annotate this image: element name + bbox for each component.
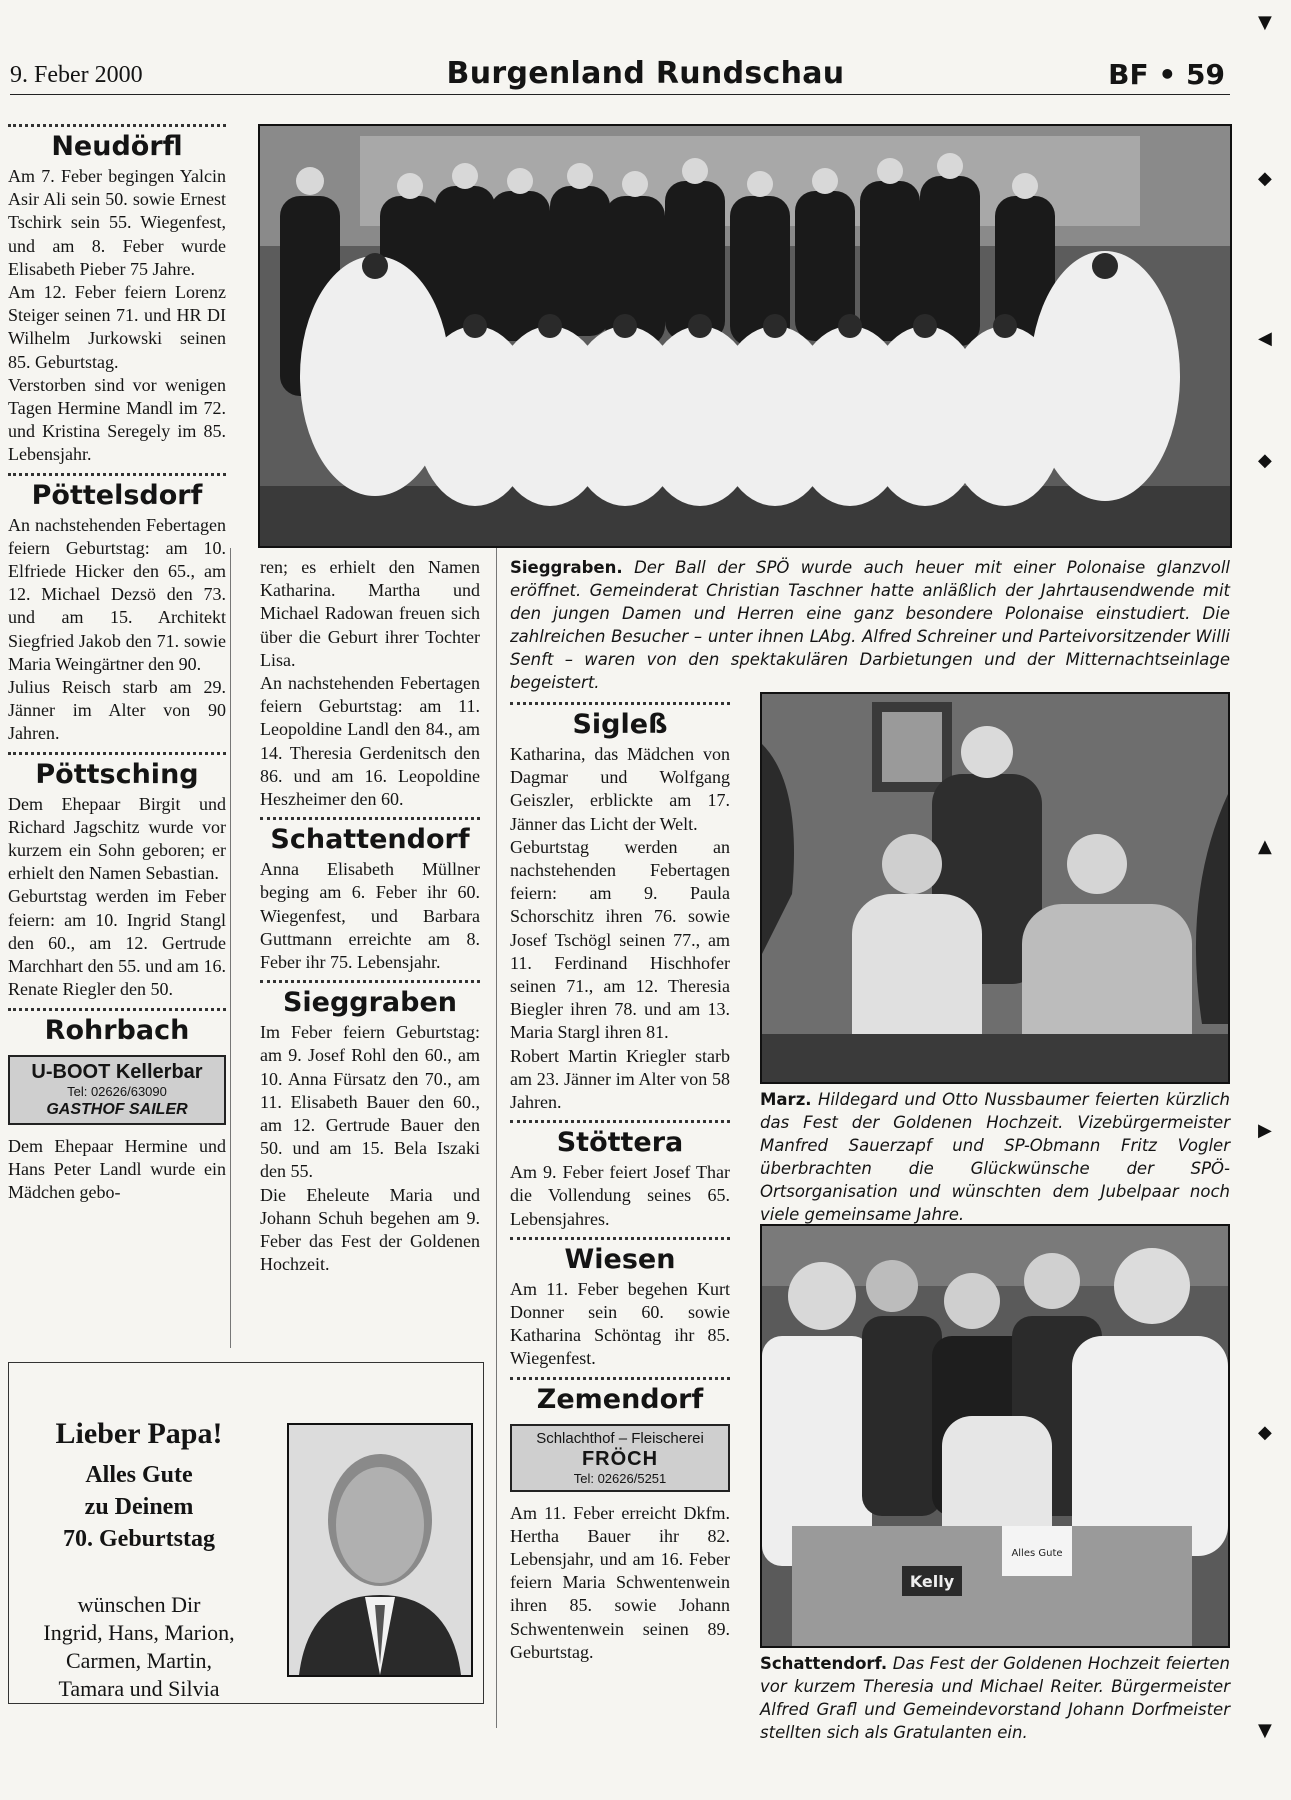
heading-wiesen: Wiesen: [564, 1243, 676, 1275]
ad-froech: [510, 1424, 730, 1492]
text-sieggraben: Im Feber feiern Geburtstag: am 9. Josef Rohl den 60., am 10. Anna Fürsatz den 70., am 11. Elisabeth Bauer den 60., am 12. Gertrude Bauer den 50. und am 15. Bela Iszaki den 55.: [260, 1022, 480, 1182]
text-schattendorf: Anna Elisabeth Müllner beging am 6. Feber ihr 60. Wiegenfest, und Barbara Guttmann erreichte am 8. Feber ihr 75. Lebensjahr.: [260, 859, 480, 973]
greeting-wishes: [9, 1459, 269, 1555]
scan-mark-icon: ◆: [1258, 450, 1272, 471]
greeting-senders-line-4: Tamara und Silvia: [58, 1676, 220, 1701]
dotted-divider: [8, 473, 226, 476]
caption-ball: [510, 556, 1230, 694]
text-sigless: Katharina, das Mädchen von Dagmar und Wolfgang Geiszler, erblickte am 17. Jänner das Licht der Welt.: [510, 744, 730, 834]
heading-schattendorf: Schattendorf: [270, 824, 470, 856]
text-sieggraben-2: Die Eheleute Maria und Johann Schuh begehen am 9. Feber das Fest der Goldenen Hochzeit.: [260, 1184, 480, 1275]
greeting-senders: [9, 1591, 269, 1703]
greeting-wishes-line-2: zu Deinem: [84, 1494, 194, 1520]
dotted-divider: [8, 1008, 226, 1011]
greeting-wishes-line-3: 70. Geburtstag: [63, 1526, 215, 1552]
dotted-divider: [510, 1120, 730, 1123]
scan-mark-icon: ▶: [1258, 1120, 1272, 1141]
caption-schattendorf: [760, 1652, 1230, 1744]
dotted-divider: [260, 817, 480, 820]
column-rule: [230, 548, 231, 1348]
text-zemendorf: Am 11. Feber erreicht Dkfm. Hertha Bauer ihr 82. Lebensjahr, und am 16. Feber feiern Maria Schwentenwein ihren 85. sowie Johann Schwentenwein seinen 89. Geburtstag.: [510, 1502, 730, 1662]
ad-froech-name: FRÖCH: [581, 1447, 659, 1470]
caption-marz: [760, 1088, 1230, 1226]
text-poettelsdorf: An nachstehenden Febertagen feiern Geburtstag: am 10. Elfriede Hicker den 65., am 12. Michael Dezsö den 73. und am 15. Architekt Siegfried Jakob den 71. sowie Maria Weingärtner den 90.: [8, 514, 226, 674]
scan-mark-icon: ▼: [1258, 1720, 1272, 1741]
ad-kellerbar-name: U-BOOT Kellerbar: [31, 1060, 203, 1083]
text-sigless-2: Geburtstag werden an nachstehenden Febertagen feiern: am 9. Paula Schorschitz ihren 76. sowie Josef Tschögl seinen 77., am 11. Ferdinand Hischhofer seinen 71., am 12. Theresia Biegler ihren 78. und am 13. Maria Stargl ihren 81.: [510, 836, 730, 1043]
caption-schattendorf-text: Das Fest der Goldenen Hochzeit feierten vor kurzem Theresia und Michael Reiter. Bürgermeister Alfred Grafl und Gemeindevorstand Johann Dorfmeister stellten sich als Gratulanten ein.: [760, 1654, 1231, 1742]
photo-sieggraben-ball: [258, 124, 1232, 548]
dotted-divider: [8, 752, 226, 755]
greeting-senders-line-2: Ingrid, Hans, Marion,: [43, 1620, 235, 1645]
heading-neudoerfl: Neudörfl: [51, 131, 183, 162]
ad-kellerbar-gasthof: GASTHOF SAILER: [46, 1100, 188, 1118]
scan-mark-icon: ◆: [1258, 1422, 1272, 1443]
birthday-greeting-box: [8, 1362, 484, 1704]
photo-marz-golden-wedding: [760, 692, 1230, 1084]
heading-zemendorf: Zemendorf: [536, 1383, 704, 1415]
ad-kellerbar-phone: Tel: 02626/63090: [67, 1083, 167, 1099]
greeting-senders-line-3: Carmen, Martin,: [65, 1648, 213, 1673]
caption-marz-text: Hildegard und Otto Nussbaumer feierten kürzlich das Fest der Goldenen Hochzeit. Vizebürgermeister Manfred Sauerzapf und SP-Obmann Fritz Vogler überbrachten die Glückwünsche der SPÖ-Ortsorganisation und wünschten dem Jubelpaar noch viele gemeinsame Jahre.: [760, 1090, 1230, 1224]
dotted-divider: [510, 1377, 730, 1380]
caption-schattendorf-place: Schattendorf.: [760, 1654, 888, 1673]
text-neudoerfl-2: Am 12. Feber feiern Lorenz Steiger seinen 71. und HR DI Wilhelm Jurkowski seinen 85. Geburtstag.: [8, 282, 226, 372]
issue-date: 9. Feber 2000: [10, 62, 143, 88]
caption-ball-text: Der Ball der SPÖ wurde auch heuer mit einer Polonaise glanzvoll eröffnet. Gemeinderat Christian Taschner hatte anläßlich der Jahrtausendwende mit den jungen Damen und Herren eine ganz besondere Polonaise einstudiert. Die zahlreichen Besucher – unter ihnen LAbg. Alfred Schreiner und Parteivorsitzender Willi Senft – waren von den spektakulären Darbietungen und der Mitternachtseinlage begeistert.: [510, 558, 1230, 692]
marz-photo-illustration: [762, 694, 1228, 1082]
page-number: BF • 59: [1108, 58, 1225, 91]
photo-schattendorf-golden-wedding: [760, 1224, 1230, 1648]
column-2: [260, 556, 480, 1276]
text-poettsching-continued: ren; es erhielt den Namen Katharina. Martha und Michael Radowan freuen sich über die Geburt ihrer Tochter Lisa.: [260, 557, 480, 670]
portrait-photo: [287, 1423, 473, 1677]
heading-rohrbach: Rohrbach: [44, 1014, 190, 1046]
scan-mark-icon: ▼: [1258, 12, 1272, 33]
heading-sieggraben: Sieggraben: [282, 987, 458, 1019]
text-poettsching-birthdays: An nachstehenden Febertagen feiern Geburtstag: am 11. Leopoldine Landl den 84., am 14. Theresia Gerdenitsch den 86. und am 16. Leopoldine Heszheimer den 60.: [260, 673, 480, 810]
scan-mark-icon: ◆: [1258, 168, 1272, 189]
heading-poettelsdorf: Pöttelsdorf: [31, 479, 203, 511]
schattendorf-photo-illustration: [762, 1226, 1228, 1646]
text-rohrbach: Dem Ehepaar Hermine und Hans Peter Landl wurde ein Mädchen gebo-: [8, 1135, 226, 1202]
heading-poettsching: Pöttsching: [35, 758, 199, 790]
basket-card-text: Alles Gute: [1011, 1548, 1063, 1559]
portrait-illustration: [289, 1425, 471, 1675]
greeting-headline: Lieber Papa!: [55, 1417, 223, 1450]
dotted-divider: [8, 124, 226, 127]
text-sigless-3: Robert Martin Kriegler starb am 23. Jänner im Alter von 58 Jahren.: [510, 1045, 730, 1113]
ad-froech-type: Schlachthof – Fleischerei: [536, 1429, 704, 1447]
ball-photo-illustration: [260, 126, 1230, 546]
dotted-divider: [510, 1237, 730, 1240]
text-stoettera: Am 9. Feber feiert Josef Thar die Vollendung seines 65. Lebensjahres.: [510, 1162, 730, 1229]
column-3: [510, 696, 730, 1664]
text-wiesen: Am 11. Feber begehen Kurt Donner sein 60. sowie Katharina Schöntag ihr 85. Wiegenfest.: [510, 1278, 730, 1369]
dotted-divider: [510, 702, 730, 705]
dotted-divider: [260, 980, 480, 983]
text-neudoerfl: Am 7. Feber begingen Yalcin Asir Ali sein 50. sowie Ernest Tschirk sein 55. Wiegenfest, und am 8. Feber wurde Elisabeth Pieber 75 Jahre.: [8, 166, 226, 279]
text-poettsching-2: Geburtstag werden im Feber feiern: am 10. Ingrid Stangl den 60., am 12. Gertrude Marchhart den 55. und am 16. Renate Riegler den 50.: [8, 886, 226, 1000]
text-poettsching: Dem Ehepaar Birgit und Richard Jagschitz wurde vor kurzem ein Sohn geboren; er erhielt den Namen Sebastian.: [8, 793, 226, 884]
caption-ball-place: Sieggraben.: [510, 558, 623, 577]
basket-label-text: Kelly: [909, 1572, 955, 1591]
heading-sigless: Sigleß: [572, 709, 668, 740]
caption-marz-place: Marz.: [760, 1090, 812, 1109]
greeting-senders-line-1: wünschen Dir: [77, 1592, 201, 1617]
newspaper-title: Burgenland Rundschau: [446, 56, 845, 91]
header-rule: [10, 94, 1230, 95]
text-poettelsdorf-2: Julius Reisch starb am 29. Jänner im Alter von 90 Jahren.: [8, 677, 226, 744]
text-neudoerfl-3: Verstorben sind vor wenigen Tagen Hermine Mandl im 72. und Kristina Seregely im 85. Lebensjahr.: [8, 374, 226, 465]
heading-stoettera: Stöttera: [556, 1127, 684, 1159]
column-1: [8, 118, 226, 1204]
ad-froech-phone: Tel: 02626/5251: [573, 1470, 667, 1486]
ad-kellerbar: [8, 1055, 226, 1125]
scan-mark-icon: ▲: [1258, 836, 1272, 857]
column-rule: [496, 548, 497, 1728]
greeting-wishes-line-1: Alles Gute: [85, 1462, 193, 1488]
scan-mark-icon: ◀: [1258, 328, 1272, 349]
